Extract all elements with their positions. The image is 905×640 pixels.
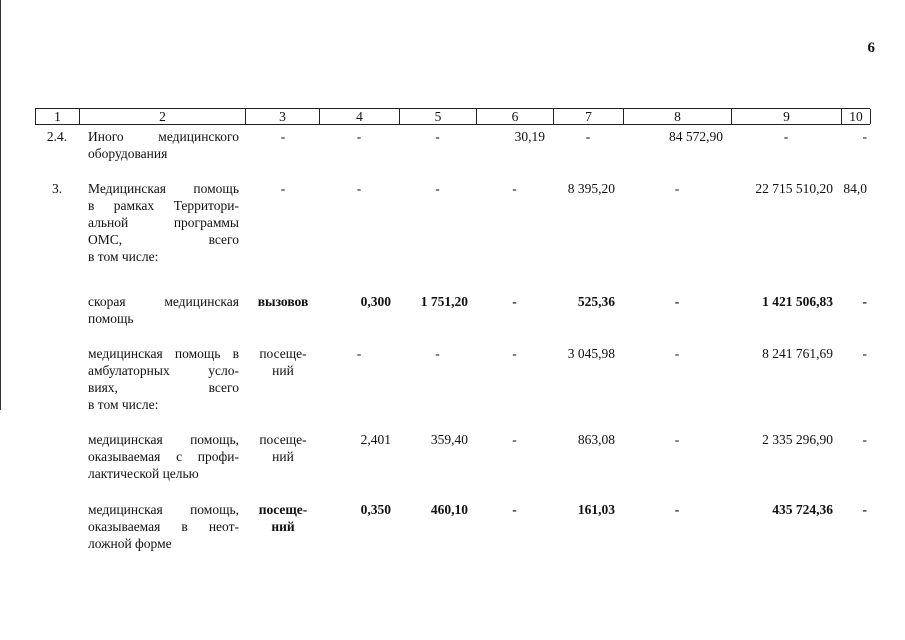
cell-col-6: - (512, 181, 517, 196)
description-line: ОМС, всего (88, 232, 239, 247)
cell-col-7: 8 395,20 (567, 181, 615, 196)
description-line: оказываемая в неот- (88, 519, 239, 534)
cell-col-8: 84 572,90 (669, 129, 723, 144)
cell-col-10: - (862, 294, 867, 309)
description-line: Иного медицинского (88, 129, 239, 144)
header-col-3: 3 (246, 109, 320, 124)
description-line: в том числе: (88, 397, 159, 412)
cell-col-6: - (512, 432, 517, 447)
unit-line: посеще- (259, 432, 307, 447)
cell-col-6: - (512, 502, 517, 517)
table-row (35, 501, 870, 552)
description-line: скорая медицинская (88, 294, 239, 309)
unit-line: вызовов (257, 294, 309, 309)
cell-col-7: 525,36 (577, 294, 615, 309)
header-col-6: 6 (477, 109, 554, 124)
description-line: помощь (88, 311, 134, 326)
row-number (35, 345, 79, 413)
unit-line: - (280, 181, 286, 196)
cell-col-10: - (862, 432, 867, 447)
cell-col-10: - (862, 502, 867, 517)
cell-col-5: - (435, 129, 440, 144)
header-col-4: 4 (320, 109, 400, 124)
table-row (35, 293, 870, 327)
cell-col-7: 161,03 (577, 502, 615, 517)
cell-col-10: - (862, 129, 867, 144)
header-col-9: 9 (732, 109, 842, 124)
cell-col-4: 2,401 (360, 432, 391, 447)
table-row (35, 431, 870, 482)
cell-col-6: 30,19 (514, 129, 545, 144)
header-col-7: 7 (554, 109, 624, 124)
unit-line: - (280, 129, 286, 144)
unit-line: ний (271, 519, 295, 534)
header-col-10: 10 (842, 109, 871, 124)
cell-col-4: - (356, 346, 362, 361)
description-line: лактической целью (88, 466, 199, 481)
cell-col-9: 435 724,36 (772, 502, 833, 517)
description-line: альной программы (88, 215, 239, 230)
row-unit (245, 345, 319, 413)
cell-col-8: - (674, 181, 680, 196)
header-col-5: 5 (400, 109, 477, 124)
cell-col-4: - (356, 129, 362, 144)
cell-col-6: - (512, 294, 517, 309)
row-description (79, 345, 245, 413)
row-unit (245, 501, 319, 552)
cell-col-7: - (585, 129, 591, 144)
description-line: медицинская помощь в (88, 346, 239, 361)
cell-col-9: 2 335 296,90 (762, 432, 833, 447)
row-unit (245, 293, 319, 327)
cell-col-7: 3 045,98 (567, 346, 615, 361)
cell-col-4: - (356, 181, 362, 196)
cell-col-9: 22 715 510,20 (755, 181, 833, 196)
table-row (35, 128, 870, 162)
cell-col-9: 8 241 761,69 (762, 346, 833, 361)
table-header (35, 108, 870, 125)
row-number (35, 431, 79, 482)
description-line: медицинская помощь, (88, 502, 239, 517)
unit-line: ний (272, 363, 294, 378)
cell-col-10: - (862, 346, 867, 361)
table-row (35, 180, 870, 265)
description-line: амбулаторных усло- (88, 363, 239, 378)
cell-col-8: - (674, 294, 680, 309)
table-row (35, 345, 870, 413)
header-col-1: 1 (36, 109, 80, 124)
description-line: в рамках Территори- (88, 198, 239, 213)
cell-col-6: - (512, 346, 517, 361)
row-unit (245, 431, 319, 482)
row-number: 2.4. (46, 129, 68, 144)
page-number: 6 (867, 40, 875, 56)
description-line: в том числе: (88, 249, 159, 264)
cell-col-5: - (435, 346, 440, 361)
cell-col-5: - (435, 181, 440, 196)
cell-col-9: 1 421 506,83 (762, 294, 833, 309)
row-number (35, 501, 79, 552)
row-number: 3. (51, 181, 63, 196)
description-line: ложной форме (88, 536, 172, 551)
row-unit (245, 180, 319, 265)
row-description (79, 128, 245, 162)
row-description (79, 293, 245, 327)
cell-col-5: 460,10 (430, 502, 468, 517)
cell-col-8: - (674, 502, 680, 517)
left-margin-rule (0, 0, 1, 410)
unit-line: посеще- (258, 502, 308, 517)
description-line: виях, всего (88, 380, 239, 395)
cell-col-9: - (783, 129, 789, 144)
row-number (35, 293, 79, 327)
row-description (79, 180, 245, 265)
cell-col-4: 0,350 (360, 502, 391, 517)
header-col-2: 2 (80, 109, 246, 124)
description-line: оказываемая с профи- (88, 449, 239, 464)
cell-col-4: 0,300 (360, 294, 391, 309)
unit-line: ний (272, 449, 294, 464)
row-description (79, 501, 245, 552)
description-line: оборудования (88, 146, 168, 161)
cell-col-10: 84,0 (843, 181, 867, 196)
cell-col-7: 863,08 (577, 432, 615, 447)
description-line: медицинская помощь, (88, 432, 239, 447)
row-unit (245, 128, 319, 162)
cell-col-8: - (674, 346, 680, 361)
cell-col-5: 1 751,20 (420, 294, 468, 309)
cell-col-5: 359,40 (430, 432, 468, 447)
cell-col-8: - (674, 432, 680, 447)
header-col-8: 8 (624, 109, 732, 124)
row-description (79, 431, 245, 482)
description-line: Медицинская помощь (88, 181, 239, 196)
unit-line: посеще- (259, 346, 307, 361)
